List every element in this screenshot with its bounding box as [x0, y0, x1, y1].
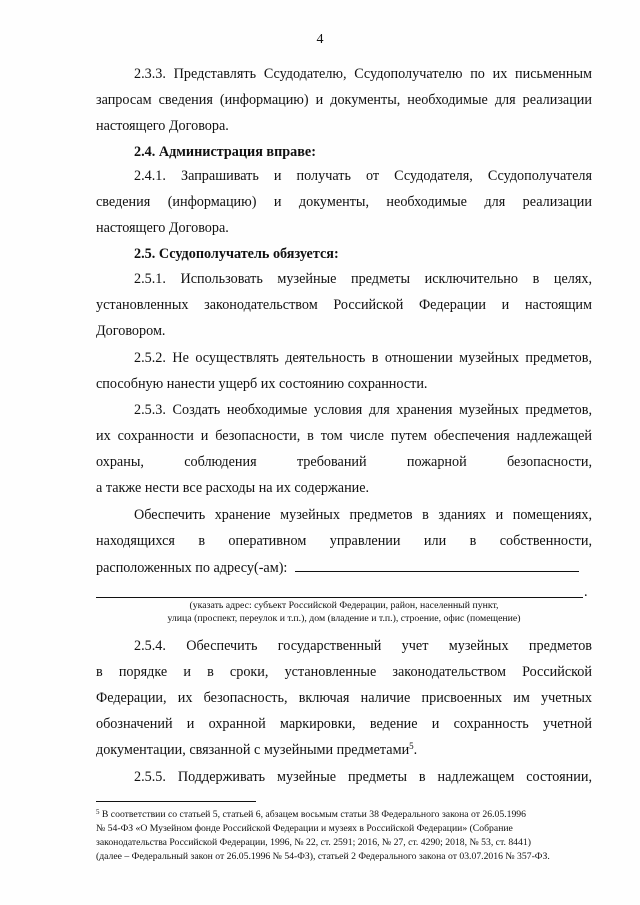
- text-line: в порядке и в сроки, установленные законодательством Российской: [96, 664, 592, 680]
- section-heading: 2.5. Ссудополучатель обязуется:: [134, 246, 339, 262]
- footnote-mark: 5: [96, 808, 100, 816]
- footnote-line: законодательства Российской Федерации, 1996, № 22, ст. 2591; 2016, № 27, ст. 4290; 2018, № 53, ст. 8441): [96, 837, 531, 848]
- text-line: установленных законодательством Российской Федерации и настоящим: [96, 297, 592, 313]
- text-line: 2.5.4. Обеспечить государственный учет музейных предметов: [134, 638, 592, 654]
- text-line: 2.5.2. Не осуществлять деятельность в отношении музейных предметов,: [134, 350, 592, 366]
- footnote-separator: [96, 801, 256, 802]
- address-caption: улица (проспект, переулок и т.п.), дом (владение и т.п.), строение, офис (помещение): [167, 613, 521, 624]
- text-line: сведения (информацию) и документы, необходимые для реализации: [96, 194, 592, 210]
- text-line: [96, 741, 592, 759]
- text-line: 2.3.3. Представлять Ссудодателю, Ссудополучателю по их письменным: [134, 66, 592, 82]
- text-line: обозначений и охранной маркировки, ведение и сохранность учетной: [96, 716, 592, 732]
- text-line: их сохранности и безопасности, в том числе путем обеспечения надлежащей: [96, 428, 592, 444]
- text-line: Договором.: [96, 323, 166, 339]
- text-line: Федерации, их безопасность, включая наличие присвоенных им учетных: [96, 690, 592, 706]
- text-fragment: документации, связанной с музейными предметами: [96, 742, 410, 758]
- text-line: Обеспечить хранение музейных предметов в зданиях и помещениях,: [134, 507, 592, 523]
- footnote-line: [96, 808, 592, 821]
- text-line: 2.4.1. Запрашивать и получать от Ссудодателя, Ссудополучателя: [134, 168, 592, 184]
- text-line: настоящего Договора.: [96, 220, 229, 236]
- text-line: находящихся в оперативном управлении или в собственности,: [96, 533, 592, 549]
- address-caption: (указать адрес: субъект Российской Федерации, район, населенный пункт,: [189, 600, 499, 611]
- text-line: 2.5.1. Использовать музейные предметы исключительно в целях,: [134, 271, 592, 287]
- footnote-text: В соответствии со статьей 5, статьей 6, абзацем восьмым статьи 38 Федерального закона от 26.05.1996: [99, 809, 526, 820]
- footnote-line: (далее – Федеральный закон от 26.05.1996 № 54-ФЗ), статьей 2 Федерального закона от 03.07.2016 № 357-ФЗ.: [96, 851, 550, 862]
- text-line: а также нести все расходы на их содержание.: [96, 480, 370, 496]
- address-blank: [295, 558, 579, 572]
- section-heading: 2.4. Администрация вправе:: [134, 144, 316, 160]
- text-fragment: .: [413, 742, 418, 758]
- text-line: запросам сведения (информацию) и документы, необходимые для реализации: [96, 92, 592, 108]
- address-label: расположенных по адресу(-ам):: [96, 560, 288, 576]
- address-line-end: .: [584, 584, 588, 600]
- footnote-reference: 5: [409, 741, 414, 751]
- text-line: охраны, соблюдения требований пожарной безопасности,: [96, 454, 592, 470]
- footnote-line: № 54-ФЗ «О Музейном фонде Российской Федерации и музеях в Российской Федерации» (Собрание: [96, 823, 513, 834]
- page-number: 4: [316, 32, 324, 47]
- text-line: настоящего Договора.: [96, 118, 229, 134]
- text-line: 2.5.5. Поддерживать музейные предметы в надлежащем состоянии,: [134, 769, 592, 785]
- text-line: способную нанести ущерб их состоянию сохранности.: [96, 376, 428, 392]
- address-line: [96, 558, 592, 577]
- address-blank-line: [96, 597, 583, 598]
- text-line: 2.5.3. Создать необходимые условия для хранения музейных предметов,: [134, 402, 592, 418]
